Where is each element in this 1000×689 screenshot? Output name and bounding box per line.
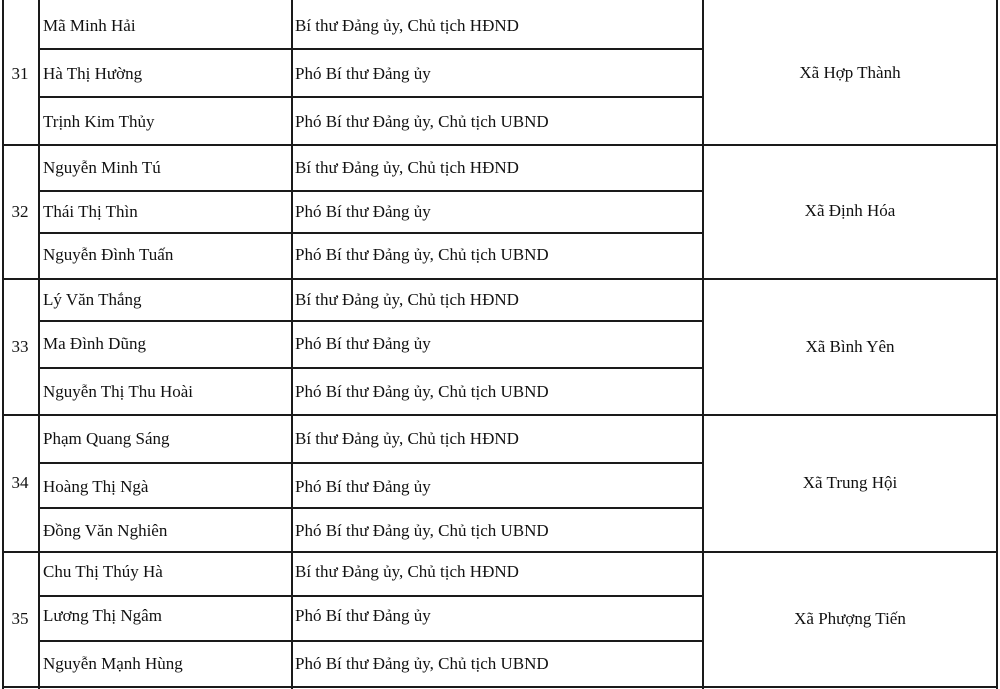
member-role: Phó Bí thư Đảng ủy [295, 334, 431, 353]
row-separator [38, 96, 704, 98]
commune-name: Xã Trung Hội [802, 473, 898, 492]
member-name: Thái Thị Thìn [43, 202, 138, 221]
row-number: 34 [11, 473, 29, 492]
group-separator [2, 414, 998, 416]
row-separator [38, 232, 704, 234]
member-role: Bí thư Đảng ủy, Chủ tịch HĐND [295, 429, 519, 448]
group-separator [2, 551, 998, 553]
member-name: Nguyễn Đình Tuấn [43, 245, 174, 264]
member-name: Mã Minh Hải [43, 16, 136, 35]
commune-name: Xã Bình Yên [805, 337, 895, 356]
member-role: Bí thư Đảng ủy, Chủ tịch HĐND [295, 562, 519, 581]
group-separator [2, 278, 998, 280]
member-role: Phó Bí thư Đảng ủy, Chủ tịch UBND [295, 112, 549, 131]
commune-name: Xã Định Hóa [804, 201, 896, 220]
row-separator [38, 48, 704, 50]
member-role: Phó Bí thư Đảng ủy, Chủ tịch UBND [295, 654, 549, 673]
row-separator [38, 367, 704, 369]
member-role: Phó Bí thư Đảng ủy [295, 64, 431, 83]
member-role: Bí thư Đảng ủy, Chủ tịch HĐND [295, 16, 519, 35]
row-separator [38, 320, 704, 322]
member-role: Phó Bí thư Đảng ủy, Chủ tịch UBND [295, 245, 549, 264]
row-number: 31 [11, 64, 29, 83]
commune-name: Xã Hợp Thành [799, 63, 901, 82]
member-name: Chu Thị Thúy Hà [43, 562, 163, 581]
group-separator [2, 144, 998, 146]
member-role: Phó Bí thư Đảng ủy, Chủ tịch UBND [295, 382, 549, 401]
row-separator [38, 595, 704, 597]
row-separator [38, 462, 704, 464]
member-role: Phó Bí thư Đảng ủy, Chủ tịch UBND [295, 521, 549, 540]
member-name: Nguyễn Mạnh Hùng [43, 654, 183, 673]
member-name: Lương Thị Ngâm [43, 606, 162, 625]
member-role: Phó Bí thư Đảng ủy [295, 477, 431, 496]
row-number: 33 [11, 337, 29, 356]
member-name: Đồng Văn Nghiên [43, 521, 168, 540]
commune-name: Xã Phượng Tiến [794, 609, 906, 628]
member-name: Hoàng Thị Ngà [43, 477, 149, 496]
row-separator [38, 640, 704, 642]
row-number: 35 [11, 609, 29, 628]
column-divider-stt [38, 0, 40, 689]
member-name: Nguyễn Thị Thu Hoài [43, 382, 193, 401]
member-role: Bí thư Đảng ủy, Chủ tịch HĐND [295, 158, 519, 177]
member-name: Nguyễn Minh Tú [43, 158, 161, 177]
member-name: Phạm Quang Sáng [43, 429, 170, 448]
member-name: Trịnh Kim Thủy [43, 112, 155, 131]
member-role: Phó Bí thư Đảng ủy [295, 202, 431, 221]
table-border-bottom [2, 686, 998, 688]
column-divider-name [291, 0, 293, 689]
member-name: Hà Thị Hường [43, 64, 143, 83]
row-number: 32 [11, 202, 29, 221]
member-role: Phó Bí thư Đảng ủy [295, 606, 431, 625]
member-name: Lý Văn Thắng [43, 290, 142, 309]
member-name: Ma Đình Dũng [43, 334, 146, 353]
member-role: Bí thư Đảng ủy, Chủ tịch HĐND [295, 290, 519, 309]
row-separator [38, 190, 704, 192]
row-separator [38, 507, 704, 509]
